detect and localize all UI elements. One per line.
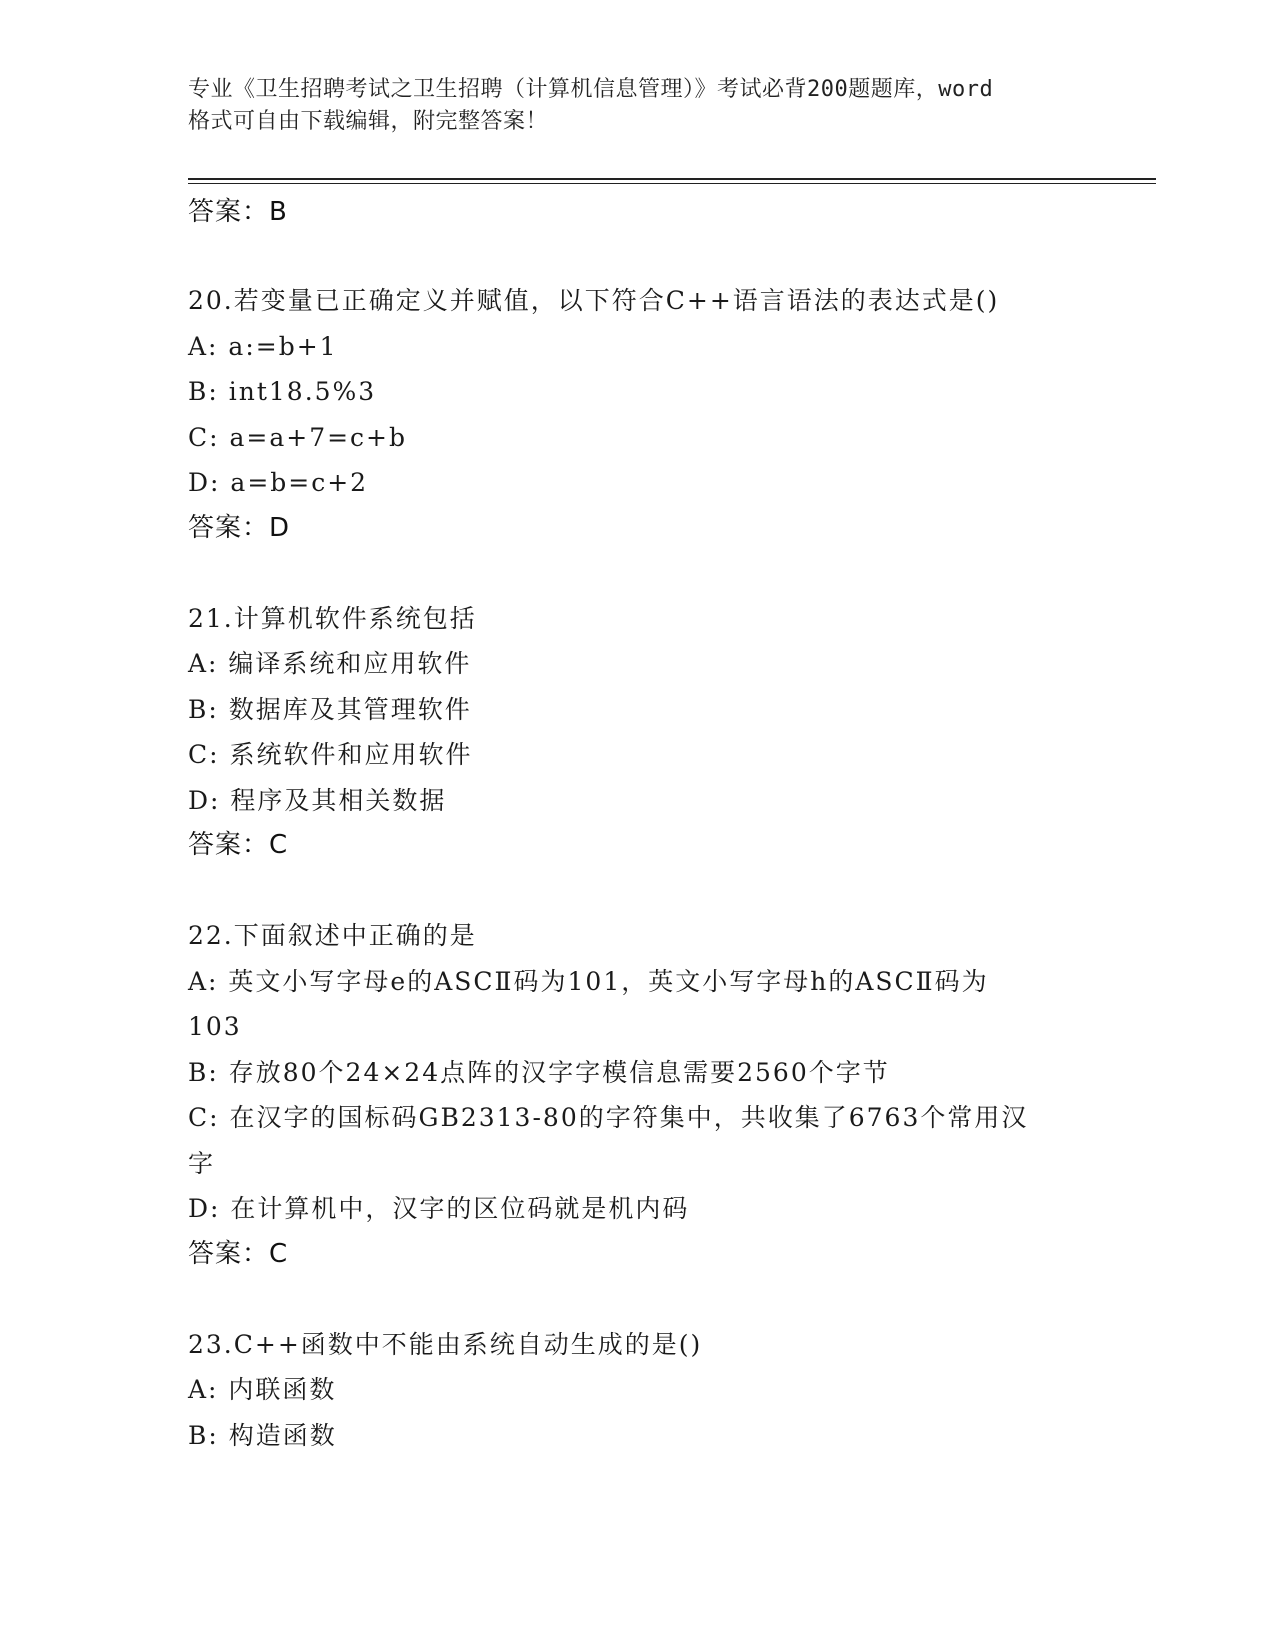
option-b: B: 存放80个24×24点阵的汉字字模信息需要2560个字节	[188, 1057, 890, 1087]
option-a: A: 英文小写字母e的ASCⅡ码为101，英文小写字母h的ASCⅡ码为	[188, 966, 989, 996]
answer-line: 答案：D	[188, 512, 291, 543]
document-header	[188, 74, 1088, 138]
header-divider-thick	[188, 178, 1156, 180]
option-a: A: 编译系统和应用软件	[188, 649, 472, 678]
question-list	[188, 190, 1068, 1458]
option-c-continued: 字	[188, 1148, 216, 1178]
answer-line: 答案：C	[188, 1238, 289, 1269]
question-block-23	[188, 1322, 1068, 1459]
answer-line: 答案：C	[188, 830, 289, 860]
option-d: D: a=b=c+2	[188, 468, 369, 497]
header-line-2: 格式可自由下载编辑，附完整答案！	[188, 109, 549, 134]
header-divider-thin	[188, 183, 1156, 184]
option-c: C: 在汉字的国标码GB2313-80的字符集中，共收集了6763个常用汉	[188, 1103, 1029, 1132]
header-line-1: 专业《卫生招聘考试之卫生招聘（计算机信息管理）》考试必背200题题库，word	[188, 77, 994, 102]
option-c: C: 系统软件和应用软件	[188, 740, 473, 769]
option-a-continued: 103	[188, 1012, 242, 1041]
option-c: C: a=a+7=c+b	[188, 422, 408, 452]
option-d: D: 在计算机中，汉字的区位码就是机内码	[188, 1194, 690, 1223]
previous-answer: 答案：B	[188, 197, 288, 227]
option-d: D: 程序及其相关数据	[188, 785, 447, 815]
question-block-21	[188, 596, 1068, 868]
option-a: A: 内联函数	[188, 1375, 337, 1404]
option-a: A: a:=b+1	[188, 331, 338, 361]
question-title: 23.C++函数中不能由系统自动生成的是()	[188, 1329, 703, 1359]
option-b: B: 构造函数	[188, 1420, 337, 1450]
question-block-22	[188, 913, 1068, 1276]
question-block-20	[188, 278, 1068, 550]
question-title: 21.计算机软件系统包括	[188, 603, 477, 633]
question-title: 20.若变量已正确定义并赋值，以下符合C++语言语法的表达式是()	[188, 286, 1000, 315]
option-b: B: 数据库及其管理软件	[188, 694, 472, 724]
option-b: B: int18.5%3	[188, 377, 377, 406]
question-title: 22.下面叙述中正确的是	[188, 921, 477, 950]
